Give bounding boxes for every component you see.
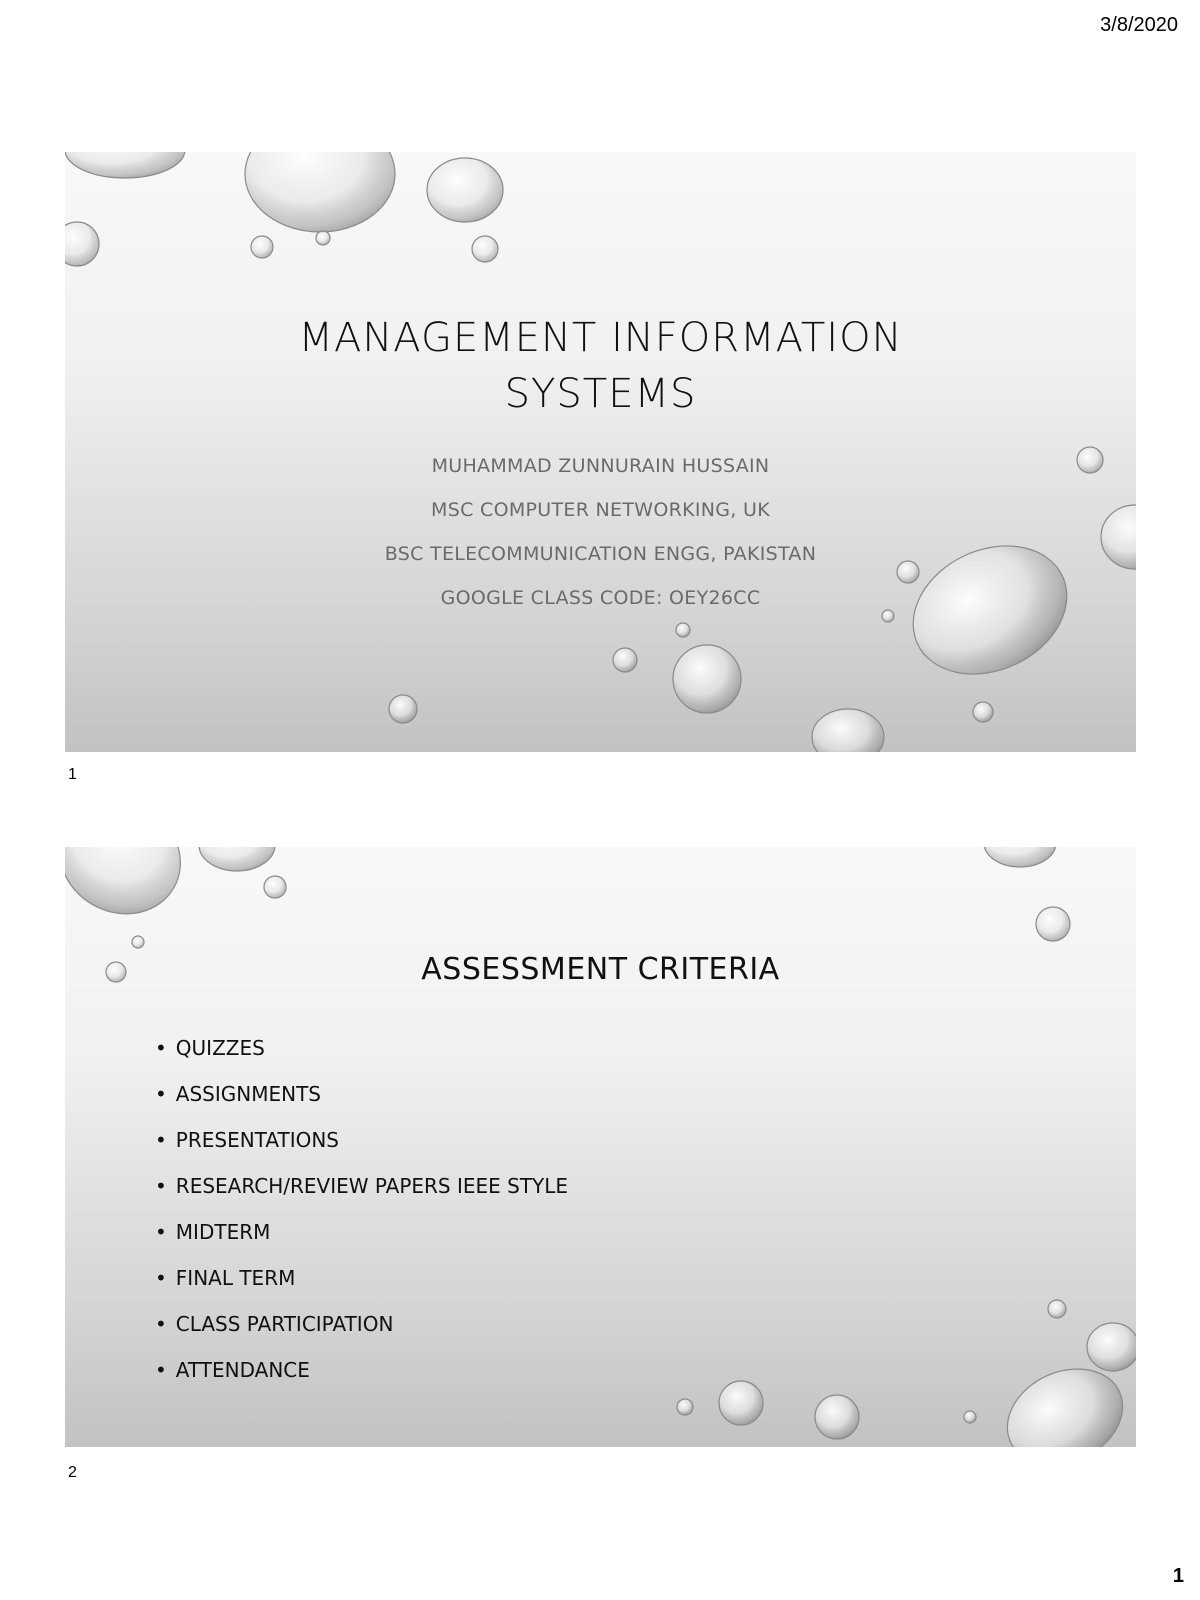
handout-date: 3/8/2020 xyxy=(1100,14,1178,36)
slide-2-number: 2 xyxy=(68,1464,77,1481)
assessment-list xyxy=(155,1025,568,1393)
slide-2 xyxy=(65,847,1136,1447)
slide-1-title-line-2: SYSTEMS xyxy=(504,371,697,417)
list-item: • CLASS PARTICIPATION xyxy=(155,1301,568,1347)
list-item: • PRESENTATIONS xyxy=(155,1117,568,1163)
google-class-code: GOOGLE CLASS CODE: OEY26CC xyxy=(440,587,761,609)
list-item: • RESEARCH/REVIEW PAPERS IEEE STYLE xyxy=(155,1163,568,1209)
list-item: • FINAL TERM xyxy=(155,1255,568,1301)
slide-1-number: 1 xyxy=(68,766,77,783)
author-degree-msc: MSC COMPUTER NETWORKING, UK xyxy=(431,499,770,521)
slide-1 xyxy=(65,152,1136,752)
list-item: • MIDTERM xyxy=(155,1209,568,1255)
slide-1-title xyxy=(65,310,1136,422)
author-degree-bsc: BSC TELECOMMUNICATION ENGG, PAKISTAN xyxy=(384,543,817,565)
list-item: • QUIZZES xyxy=(155,1025,568,1071)
slide-2-title: ASSESSMENT CRITERIA xyxy=(421,952,780,987)
author-name: MUHAMMAD ZUNNURAIN HUSSAIN xyxy=(431,455,770,477)
list-item: • ASSIGNMENTS xyxy=(155,1071,568,1117)
slide-1-title-line-1: MANAGEMENT INFORMATION xyxy=(298,315,903,361)
slide-1-subtitle xyxy=(65,444,1136,620)
list-item: • ATTENDANCE xyxy=(155,1347,568,1393)
page-number: 1 xyxy=(1172,1565,1184,1587)
